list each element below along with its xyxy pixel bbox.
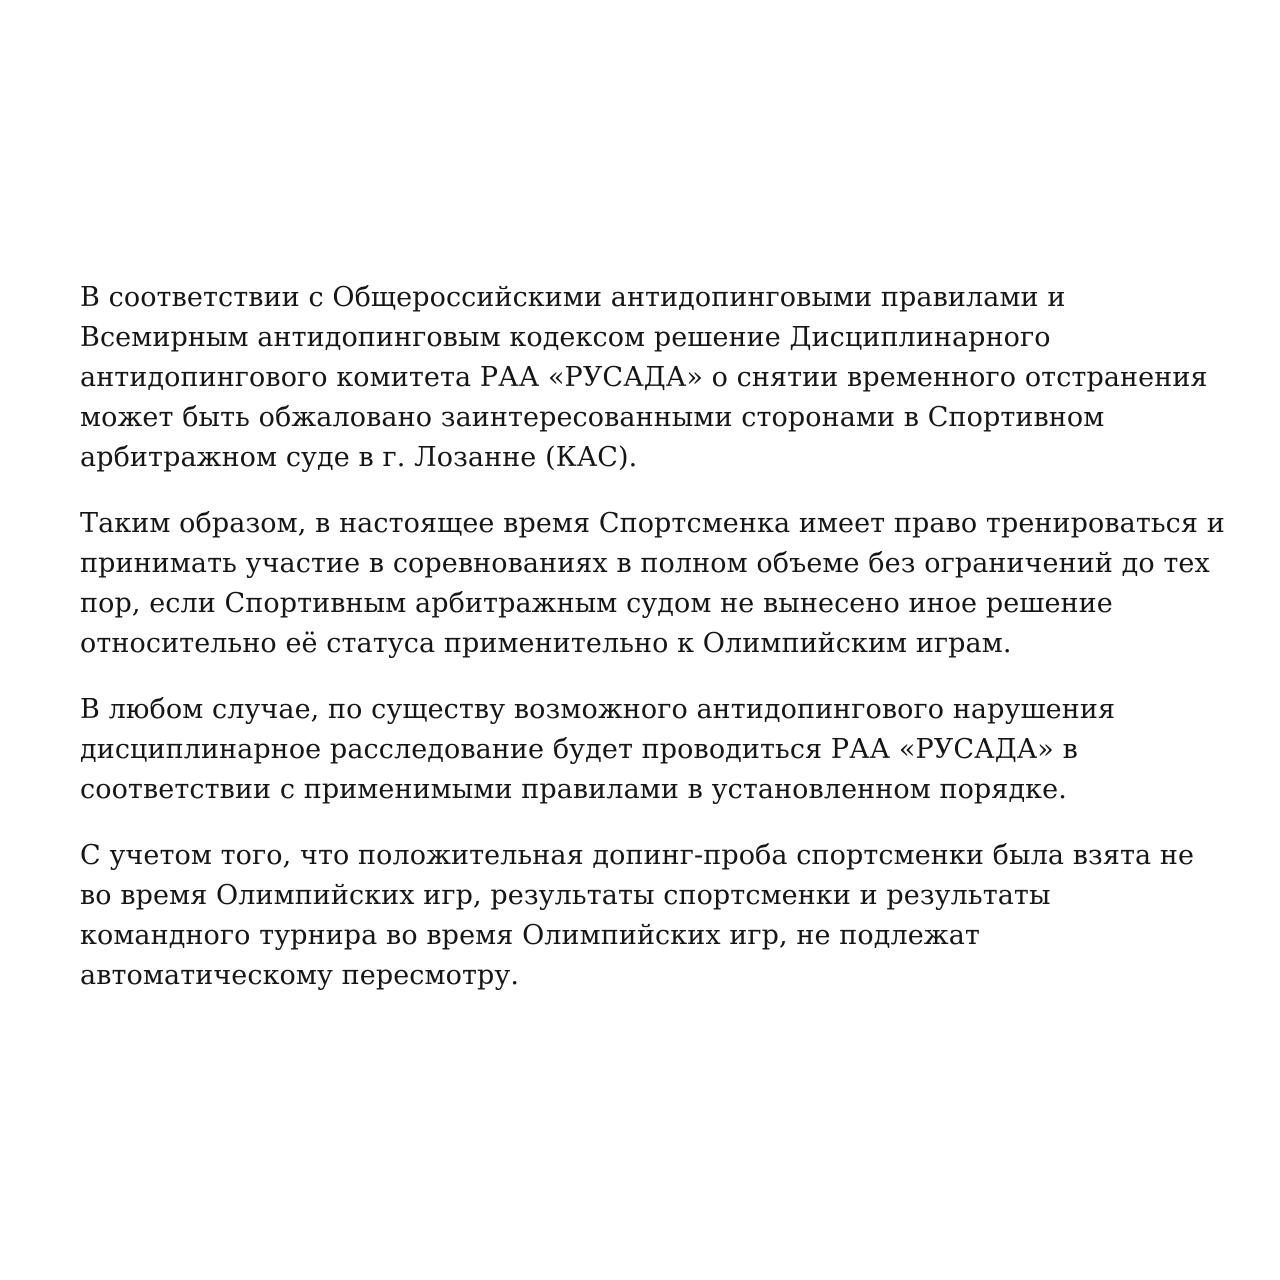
text-line: С учетом того, что положительная допинг-проба спортсменки была взята не — [80, 840, 1195, 871]
text-line: Таким образом, в настоящее время Спортсменка имеет право тренироваться и — [80, 508, 1225, 539]
text-line: относительно её статуса применительно к Олимпийским играм. — [80, 628, 1012, 659]
text-line: автоматическому пересмотру. — [80, 960, 520, 991]
text-line: дисциплинарное расследование будет проводиться РАА «РУСАДА» в — [80, 734, 1078, 765]
text-line: принимать участие в соревнованиях в полном объеме без ограничений до тех — [80, 548, 1210, 579]
paragraph-4 — [80, 836, 1240, 996]
document-body — [80, 278, 1240, 996]
paragraph-1 — [80, 278, 1240, 478]
text-line: командного турнира во время Олимпийских игр, не подлежат — [80, 920, 980, 951]
paragraph-3 — [80, 690, 1240, 810]
text-line: может быть обжаловано заинтересованными сторонами в Спортивном — [80, 402, 1105, 433]
text-line: соответствии с применимыми правилами в установленном порядке. — [80, 774, 1067, 805]
text-line: Всемирным антидопинговым кодексом решение Дисциплинарного — [80, 322, 1051, 353]
text-line: во время Олимпийских игр, результаты спортсменки и результаты — [80, 880, 1051, 911]
text-line: В соответствии с Общероссийскими антидопинговыми правилами и — [80, 282, 1066, 313]
text-line: В любом случае, по существу возможного антидопингового нарушения — [80, 694, 1116, 725]
text-line: арбитражном суде в г. Лозанне (КАС). — [80, 442, 638, 473]
text-line: антидопингового комитета РАА «РУСАДА» о снятии временного отстранения — [80, 362, 1208, 393]
text-line: пор, если Спортивным арбитражным судом не вынесено иное решение — [80, 588, 1113, 619]
paragraph-2 — [80, 504, 1240, 664]
